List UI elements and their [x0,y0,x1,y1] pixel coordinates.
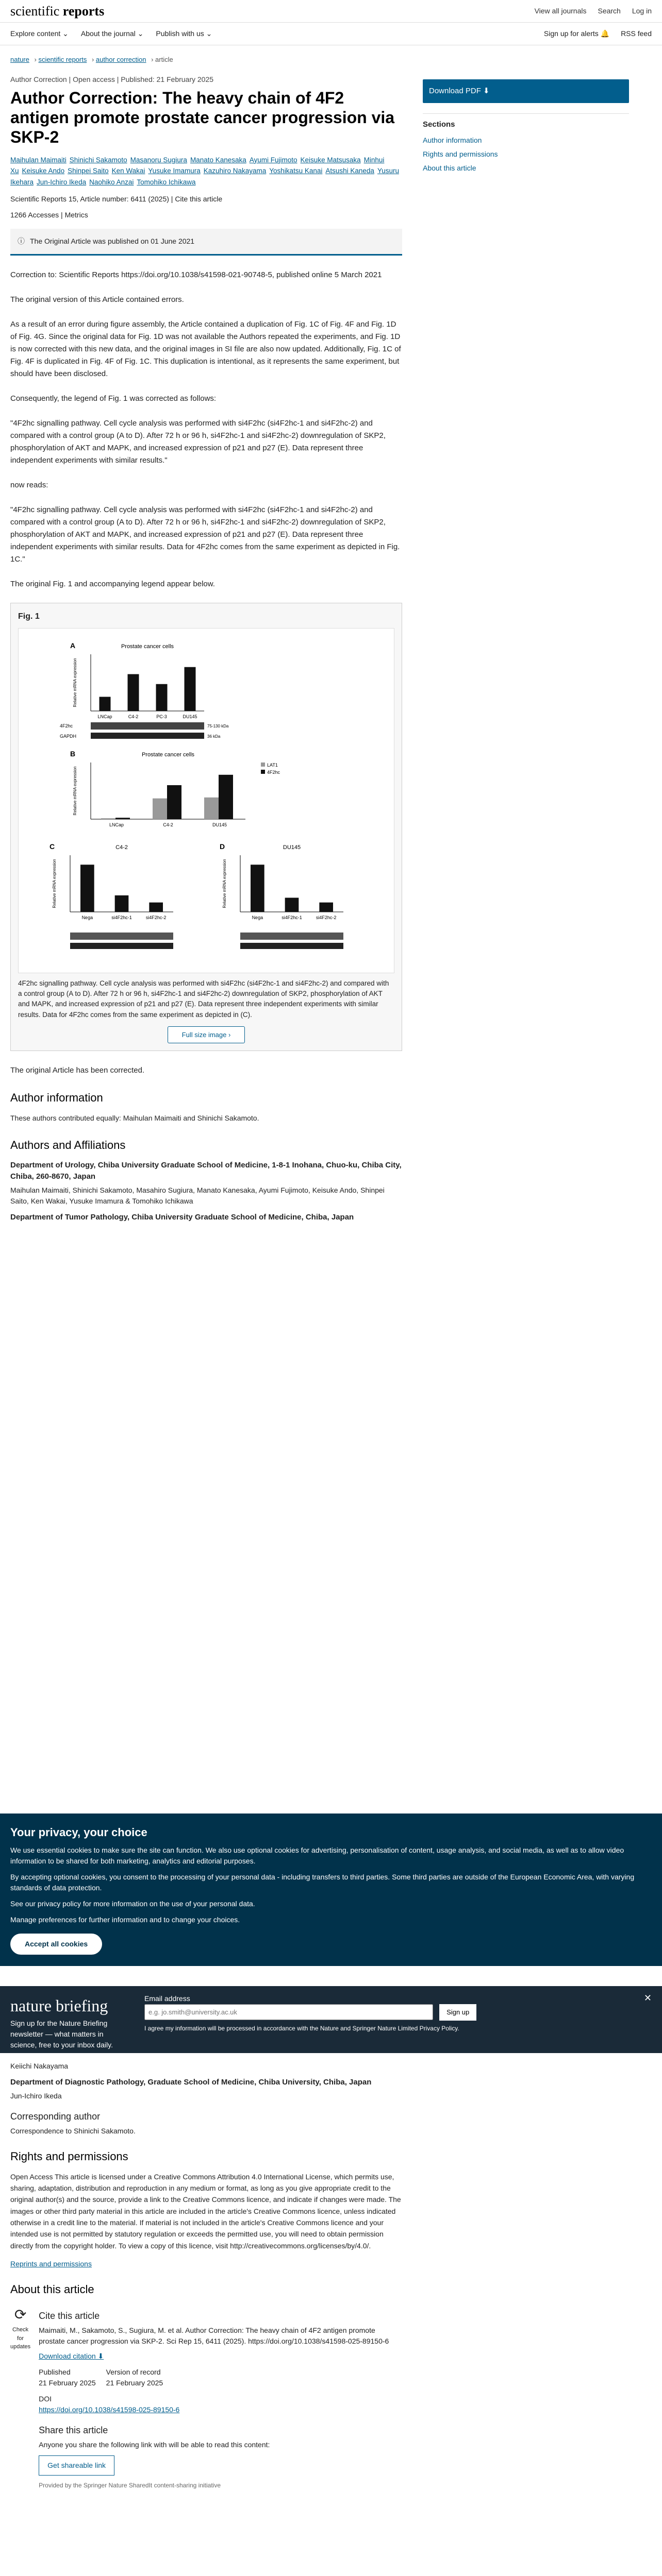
original-article-notice [10,229,402,256]
author-link[interactable]: Yusuke Imamura [148,167,201,175]
author-link[interactable]: Manato Kanesaka [190,156,246,164]
author-link[interactable]: Tomohiko Ichikawa [137,178,196,186]
department-people: Maihulan Maimaiti, Shinichi Sakamoto, Masahiro Sugiura, Manato Kanesaka, Ayumi Fujimoto, Keisuke Ando, Shinpei Saito, Ken Wakai, Yusuke Imamura & Tomohiko Ichikawa [10,1185,385,1205]
email-input[interactable] [144,2004,433,2020]
author-link[interactable]: Yusuru Ikehara [10,167,399,186]
author-link[interactable]: Naohiko Anzai [89,178,134,186]
view-all-journals-link[interactable]: View all journals [534,7,587,15]
kda-label: 36 kDa [207,734,221,739]
site-logo[interactable]: scientific reports [10,4,105,19]
nav-explore-content[interactable]: Explore content ⌄ [10,29,69,38]
department: Department of Diagnostic Pathology, Graduate School of Medicine, Chiba University, Chiba, Japan [10,2078,372,2087]
open-access-text: Open Access This article is licensed under a Creative Commons Attribution 4.0 International License, which permits use, sharing, adaptation, distribution and reproduction in any medium or format, as long as you give appropriate credit to the original author(s) and the source, provide a link to the Creative Commons licence, and indicate if changes were made. The images or other third party material in this article are included in the article's Creative Commons licence, unless indicated otherwise in a credit line to the material. If material is not included in the article's Creative Commons licence and your intended use is not permitted by statutory regulation or exceeds the permitted use, you will need to obtain permission directly from the copyright holder. To view a copy of this licence, visit http://creativecommons.org/licenses/by/4.0/. [10,2172,401,2250]
department: Department of Tumor Pathology, Chiba University Graduate School of Medicine, Chiba, Japan [10,1212,354,1222]
cookie-text: See our privacy policy for more information on the use of your personal data. [10,1900,255,1908]
article-meta: Author Correction | Open access | Published: 21 February 2025 [10,75,214,83]
legend-swatch [261,770,265,774]
full-size-image-button[interactable]: Full size image › [168,1026,245,1044]
tick-label: si4F2hc-1 [111,915,132,921]
top-bar [0,0,662,23]
y-label: Relative mRNA expression [52,859,57,909]
tick-label: Nega [81,915,93,921]
figure-caption: 4F2hc signalling pathway. Cell cycle analysis was performed with si4F2hc (si4F2hc-1 and si4F2hc-2) and compared with a control group (A to D). After 72 h or 96 h, si4F2hc-1 and si4F2hc-2) downregulation of SKP2, phosphorylation of AKT and MAPK, and increased expression of p21 and p27 (E). Data represent three independent experiments with similar results. Data for 4F2hc comes from the same experiment as depicted in (C). [18,979,389,1019]
tick-label: C4-2 [128,714,139,720]
accept-cookies-button[interactable]: Accept all cookies [10,1934,102,1955]
briefing-banner [0,1986,662,2053]
main-nav [0,23,662,45]
author-link[interactable]: Atsushi Kaneda [325,167,374,175]
affiliations-heading: Authors and Affiliations [10,1138,126,1151]
about-heading: About this article [10,2283,94,2296]
tick-label: LNCap [109,822,124,828]
bar [80,865,94,912]
briefing-agree[interactable]: I agree my information will be processed in accordance with the Nature and Springer Nature Limited Privacy Policy. [144,2024,459,2032]
paragraph: The original Fig. 1 and accompanying legend appear below. [10,580,215,589]
cookie-banner [0,1814,662,1966]
journal-line: Scientific Reports 15, Article number: 6411 (2025) | Cite this article [10,195,223,204]
briefing-text: Sign up for the Nature Briefing newsletter — what matters in science, free to your inbox daily. [10,2019,113,2049]
author-list [10,155,402,188]
correspondence[interactable]: Correspondence to Shinichi Sakamoto. [10,2126,136,2135]
panel-title: C4-2 [115,844,128,851]
breadcrumb-item[interactable]: nature [10,56,29,63]
bar [285,898,299,912]
author-info-heading: Author information [10,1091,103,1105]
blot-label: GAPDH [60,734,77,739]
panel-label: A [70,641,76,650]
cookie-text: By accepting optional cookies, you consent to the processing of your personal data - including transfers to third parties. Some third parties are outside of the European Economic Area, with varying standards of data protection. [10,1873,635,1892]
y-label: Relative mRNA expression [73,766,77,816]
tick-label: Nega [252,915,263,921]
bar [185,667,196,711]
login-link[interactable]: Log in [632,7,652,15]
metrics[interactable]: 1266 Accesses | Metrics [10,211,88,219]
info-icon: ⓘ [18,237,25,246]
author-link[interactable]: Ken Wakai [111,167,145,175]
tick-label: si4F2hc-1 [282,915,302,921]
legend-label: LAT1 [267,762,278,768]
search-link[interactable]: Search [598,7,621,15]
blot-band [240,933,343,940]
author-link[interactable]: Keisuke Ando [22,167,65,175]
doi-label: DOI [39,2395,52,2403]
get-shareable-link-button[interactable]: Get shareable link [39,2455,114,2476]
published-label: Published [39,2368,71,2377]
corresponding-heading: Corresponding author [10,2111,101,2122]
top-links [535,6,652,16]
panel-title: Prostate cancer cells [121,643,174,650]
author-link[interactable]: Keisuke Matsusaka [300,156,361,164]
bar [167,785,181,819]
check-updates-badge[interactable]: ⟳ Check for updates [10,2304,30,2490]
breadcrumb: nature › scientific reports › author correction › article [10,56,173,63]
kda-label: 75-130 kDa [207,724,229,729]
legend-swatch [261,762,265,767]
blot-label: 4F2hc [60,723,73,729]
figure-1 [10,603,402,1051]
cite-heading: Cite this article [39,2311,100,2321]
bar [100,697,111,711]
article-title: Author Correction: The heavy chain of 4F2 antigen promote prostate cancer progression via SKP-2 [10,88,395,147]
author-link[interactable]: Jun-Ichiro Ikeda [37,178,87,186]
tick-label: si4F2hc-2 [145,915,167,921]
author-name: Keiichi Nakayama [10,2062,69,2070]
author-name: Jun-Ichiro Ikeda [10,2091,62,2100]
author-link[interactable]: Masanoru Sugiura [130,156,187,164]
refresh-icon: ⟳ [14,2307,27,2323]
bar [149,903,163,912]
bar [101,819,115,820]
download-pdf-button[interactable]: Download PDF ⬇ [423,79,629,104]
notice-text[interactable]: The Original Article was published on 01 June 2021 [30,237,195,246]
close-icon[interactable]: ✕ [643,1993,652,2003]
quote-new: "4F2hc signalling pathway. Cell cycle analysis was performed with si4F2hc (si4F2hc-1 and si4F2hc-2) and compared with a control group (A to D). After 72 h or 96 h, si4F2hc-1 and si4F2hc-2) downregulation of SKP2, phosphorylation of AKT and MAPK, and increased expression of p21 and p27 (E). Data represent three independent experiments with similar results. Data for 4F2hc comes from the same experiment as depicted in Fig. 1C." [10,505,400,564]
sidebar-link[interactable]: About this article [423,163,476,172]
breadcrumb-item[interactable]: scientific reports [38,56,87,63]
author-link[interactable]: Shinichi Sakamoto [69,156,127,164]
author-link[interactable]: Ayumi Fujimoto [249,156,297,164]
record-label: Version of record [106,2368,161,2377]
bar [319,903,333,912]
panel-label: D [220,842,225,851]
paragraph: The original version of this Article contained errors. [10,295,184,304]
cookie-text: We use essential cookies to make sure the site can function. We also use optional cookies for advertising, personalisation of content, usage analysis, and social media, as well as to allow video information to be shared for both marketing, analytics and editorial purposes. [10,1846,624,1865]
article-main [10,74,402,1226]
author-link[interactable]: Minhui Xu [10,156,385,175]
panel-label: C [49,842,55,851]
y-label: Relative mRNA expression [73,658,77,708]
breadcrumb-item[interactable]: author correction [95,56,146,63]
equal-contribution: These authors contributed equally: Maihulan Maimaiti and Shinichi Sakamoto. [10,1114,259,1123]
nav-about-journal[interactable]: About the journal ⌄ [80,29,144,38]
blot-band [70,933,173,940]
tick-label: si4F2hc-2 [316,915,337,921]
alerts-link[interactable]: Sign up for alerts 🔔 [543,29,610,38]
tick-label: DU145 [183,714,197,720]
rss-link[interactable]: RSS feed [621,29,652,38]
blot-band [240,943,343,949]
legend-label: 4F2hc [267,770,280,775]
author-link[interactable]: Kazuhiro Nakayama [203,167,267,175]
bar [156,684,168,711]
bar [204,798,219,819]
sections-box [423,113,629,174]
paragraph: As a result of an error during figure assembly, the Article contained a duplication of Fig. 1C of Fig. 4F and Fig. 1D of Fig. 4G. Since the original data for Fig. 1D was not available the Authors repeated the experiments, and Fig. 1D is now corrected with this new data, and the original images in SI file are also now updated. Additionally, Fig. 1C of Fig. 4F is duplicated in Fig. 4F of Fig. 1C. This duplication is intentional, as it represents the same experiment, but should have been disclosed. [10,320,401,379]
share-heading: Share this article [39,2425,108,2436]
bar [115,818,130,820]
email-label: Email address [144,1994,190,2003]
department: Department of Urology, Chiba University Graduate School of Medicine, 1-8-1 Inohana, Chuo-ku, Chiba City, Chiba, 260-8670, Japan [10,1160,402,1181]
sections-title: Sections [423,120,455,129]
panel-title: Prostate cancer cells [141,752,195,758]
tick-label: PC-3 [156,714,167,720]
share-text: Anyone you share the following link with will be able to read this content: [39,2441,270,2449]
y-label: Relative mRNA expression [222,859,227,909]
blot-band [70,943,173,949]
record-date: 21 February 2025 [106,2379,163,2387]
panel-title: DU145 [283,844,301,851]
tick-label: DU145 [212,822,227,828]
paragraph: The original Article has been corrected. [10,1066,145,1075]
citation-text: Maimaiti, M., Sakamoto, S., Sugiura, M. et al. Author Correction: The heavy chain of 4F2 antigen promote prostate cancer progression via SKP-2. Sci Rep 15, 6411 (2025). https://doi.org/10.1038/s41598-025-89150-6 [39,2326,389,2346]
tick-label: C4-2 [163,822,173,828]
doi-link[interactable]: https://doi.org/10.1038/s41598-025-89150-6 [39,2405,180,2414]
rights-heading: Rights and permissions [10,2149,128,2163]
nav-publish[interactable]: Publish with us ⌄ [156,29,212,38]
download-citation-link[interactable]: Download citation ⬇ [39,2352,104,2361]
article-lower [10,2061,402,2490]
bar [128,674,139,711]
bar [251,865,264,912]
author-link[interactable]: Maihulan Maimaiti [10,156,67,164]
published-date: 21 February 2025 [39,2379,96,2387]
sidebar-link[interactable]: Rights and permissions [423,149,498,158]
cookie-title: Your privacy, your choice [10,1826,147,1839]
sidebar-link[interactable]: Author information [423,135,482,144]
author-link[interactable]: Yoshikatsu Kanai [269,167,323,175]
blot-band [91,733,204,739]
breadcrumb-current: article [155,56,173,63]
correction-to: Correction to: Scientific Reports https://doi.org/10.1038/s41598-021-90748-5, published online 5 March 2021 [10,270,382,280]
bar [115,895,129,912]
signup-button[interactable]: Sign up [439,2004,476,2021]
tick-label: LNCap [97,714,112,720]
author-link[interactable]: Shinpei Saito [68,167,109,175]
paragraph: Consequently, the legend of Fig. 1 was corrected as follows: [10,394,217,403]
paragraph: now reads: [10,481,48,490]
sidebar [423,74,629,1226]
quote-old: "4F2hc signalling pathway. Cell cycle analysis was performed with si4F2hc (si4F2hc-1 and si4F2hc-2) and compared with a control group (A to D). After 72 h or 96 h, si4F2hc-1 and si4F2hc-2) downregulation of SKP2, phosphorylation of AKT and MAPK, and increased expression of p21 and p27 (E). Data represent three independent experiments with similar results." [10,419,386,465]
briefing-logo: nature briefing [10,1996,108,2015]
figure-image[interactable] [18,628,394,973]
cookie-text: Manage preferences for further information and to change your choices. [10,1916,240,1924]
figure-title: Fig. 1 [18,612,40,621]
blot-band [91,722,204,730]
figure-svg [24,634,395,963]
sharedit-note: Provided by the Springer Nature SharedIt content-sharing initiative [39,2482,221,2489]
panel-label: B [70,750,76,758]
bar [219,775,233,819]
bar [153,799,167,819]
reprints-link[interactable]: Reprints and permissions [10,2260,92,2268]
